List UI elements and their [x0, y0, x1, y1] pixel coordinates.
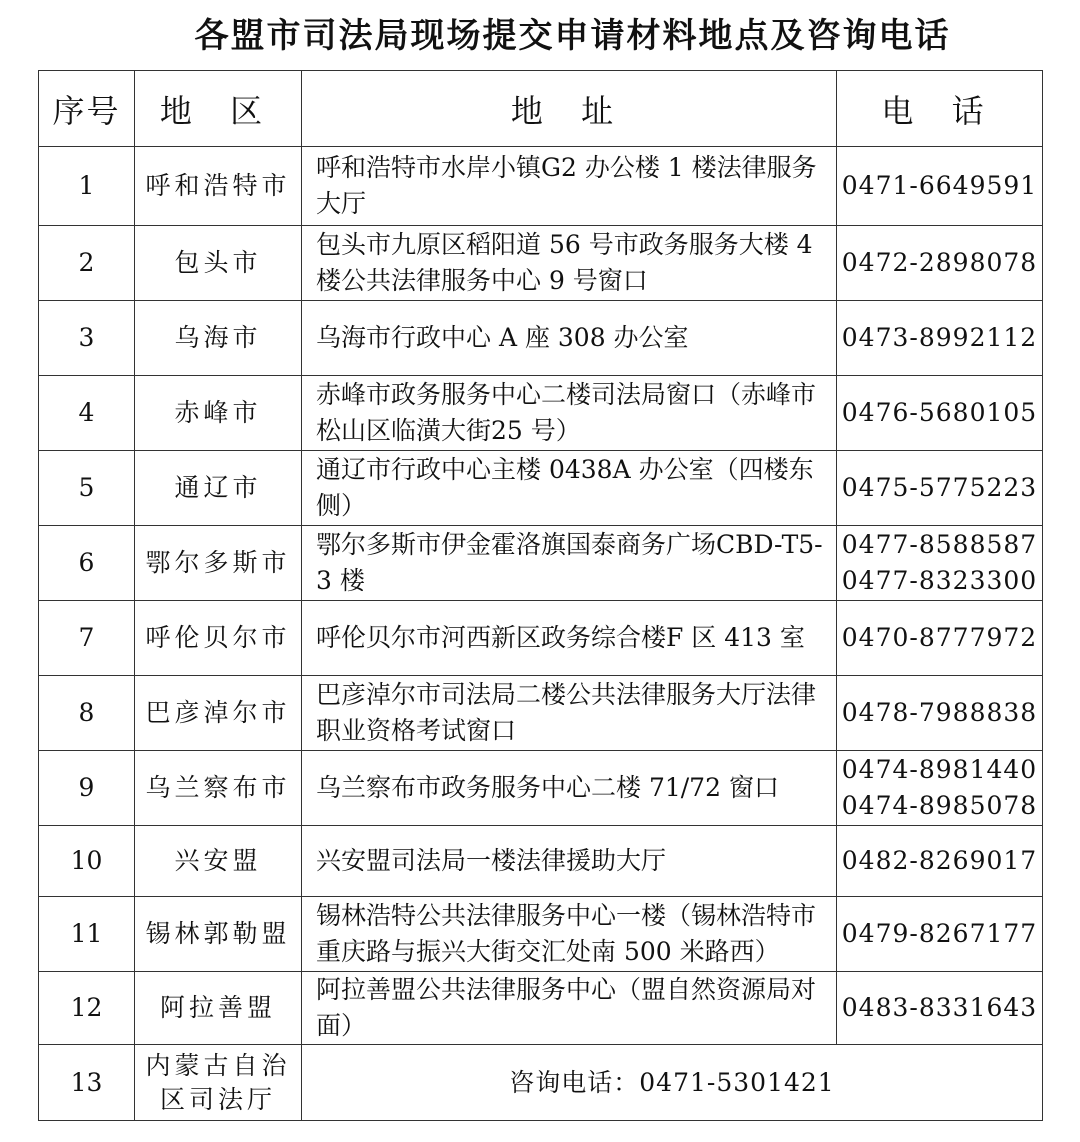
row-address: 乌兰察布市政务服务中心二楼 71/72 窗口 — [302, 751, 837, 826]
table-row — [39, 376, 1043, 451]
row-seq: 8 — [39, 676, 135, 751]
consult-phone: 咨询电话：0471-5301421 — [302, 1045, 1043, 1121]
row-seq: 7 — [39, 601, 135, 676]
row-seq: 13 — [39, 1045, 135, 1121]
row-phone — [837, 376, 1043, 451]
table-row — [39, 1045, 1043, 1121]
row-address: 赤峰市政务服务中心二楼司法局窗口（赤峰市松山区临潢大街25 号） — [302, 376, 837, 451]
row-phone — [837, 301, 1043, 376]
row-address: 呼伦贝尔市河西新区政务综合楼F 区 413 室 — [302, 601, 837, 676]
row-region: 乌海市 — [135, 301, 302, 376]
header-seq: 序号 — [39, 71, 135, 147]
phone-number: 0474-8981440 — [841, 755, 1038, 784]
row-seq: 1 — [39, 147, 135, 226]
table-row — [39, 676, 1043, 751]
row-seq: 5 — [39, 451, 135, 526]
phone-number: 0479-8267177 — [841, 919, 1038, 948]
header-phone: 电 话 — [837, 71, 1043, 147]
row-phone — [837, 826, 1043, 897]
table-row — [39, 751, 1043, 826]
row-address: 通辽市行政中心主楼 0438A 办公室（四楼东侧） — [302, 451, 837, 526]
table-row — [39, 526, 1043, 601]
row-region: 锡林郭勒盟 — [135, 897, 302, 972]
row-seq: 12 — [39, 972, 135, 1045]
row-seq: 9 — [39, 751, 135, 826]
header-region: 地 区 — [135, 71, 302, 147]
phone-number: 0470-8777972 — [841, 623, 1038, 652]
row-region: 兴安盟 — [135, 826, 302, 897]
row-address: 乌海市行政中心 A 座 308 办公室 — [302, 301, 837, 376]
row-region: 阿拉善盟 — [135, 972, 302, 1045]
row-seq: 10 — [39, 826, 135, 897]
row-address: 包头市九原区稻阳道 56 号市政务服务大楼 4 楼公共法律服务中心 9 号窗口 — [302, 226, 837, 301]
row-region: 内蒙古自治区司法厅 — [135, 1045, 302, 1121]
row-region: 包头市 — [135, 226, 302, 301]
locations-table — [38, 70, 1043, 1121]
row-region: 赤峰市 — [135, 376, 302, 451]
row-phone — [837, 676, 1043, 751]
table-row — [39, 147, 1043, 226]
row-phone — [837, 751, 1043, 826]
row-region: 鄂尔多斯市 — [135, 526, 302, 601]
row-region: 通辽市 — [135, 451, 302, 526]
phone-number: 0477-8588587 — [841, 530, 1038, 559]
phone-number: 0478-7988838 — [841, 698, 1038, 727]
row-address: 巴彦淖尔市司法局二楼公共法律服务大厅法律职业资格考试窗口 — [302, 676, 837, 751]
row-seq: 11 — [39, 897, 135, 972]
page-title: 各盟市司法局现场提交申请材料地点及咨询电话 — [194, 16, 951, 56]
row-address: 兴安盟司法局一楼法律援助大厅 — [302, 826, 837, 897]
phone-number: 0477-8323300 — [841, 566, 1038, 595]
row-seq: 4 — [39, 376, 135, 451]
row-region: 呼伦贝尔市 — [135, 601, 302, 676]
table-row — [39, 897, 1043, 972]
row-phone — [837, 226, 1043, 301]
row-phone — [837, 972, 1043, 1045]
table-row — [39, 451, 1043, 526]
table-row — [39, 226, 1043, 301]
row-region: 呼和浩特市 — [135, 147, 302, 226]
phone-number: 0476-5680105 — [841, 398, 1038, 427]
row-seq: 3 — [39, 301, 135, 376]
row-seq: 2 — [39, 226, 135, 301]
row-address: 阿拉善盟公共法律服务中心（盟自然资源局对面） — [302, 972, 837, 1045]
table-header-row — [39, 71, 1043, 147]
table-body — [39, 147, 1043, 1121]
row-region: 乌兰察布市 — [135, 751, 302, 826]
table-row — [39, 826, 1043, 897]
phone-number: 0474-8985078 — [841, 791, 1038, 820]
table-row — [39, 972, 1043, 1045]
phone-number: 0483-8331643 — [841, 993, 1038, 1022]
phone-number: 0471-6649591 — [841, 171, 1038, 200]
row-address: 鄂尔多斯市伊金霍洛旗国泰商务广场CBD-T5-3 楼 — [302, 526, 837, 601]
phone-number: 0473-8992112 — [841, 323, 1038, 352]
phone-number: 0475-5775223 — [841, 473, 1038, 502]
table-row — [39, 601, 1043, 676]
row-phone — [837, 601, 1043, 676]
row-region: 巴彦淖尔市 — [135, 676, 302, 751]
row-phone — [837, 451, 1043, 526]
table-row — [39, 301, 1043, 376]
row-phone — [837, 526, 1043, 601]
row-phone — [837, 147, 1043, 226]
row-address: 锡林浩特公共法律服务中心一楼（锡林浩特市重庆路与振兴大街交汇处南 500 米路西） — [302, 897, 837, 972]
phone-number: 0472-2898078 — [841, 248, 1038, 277]
row-phone — [837, 897, 1043, 972]
phone-number: 0482-8269017 — [841, 846, 1038, 875]
row-seq: 6 — [39, 526, 135, 601]
row-address: 呼和浩特市水岸小镇G2 办公楼 1 楼法律服务大厅 — [302, 147, 837, 226]
header-address: 地 址 — [302, 71, 837, 147]
